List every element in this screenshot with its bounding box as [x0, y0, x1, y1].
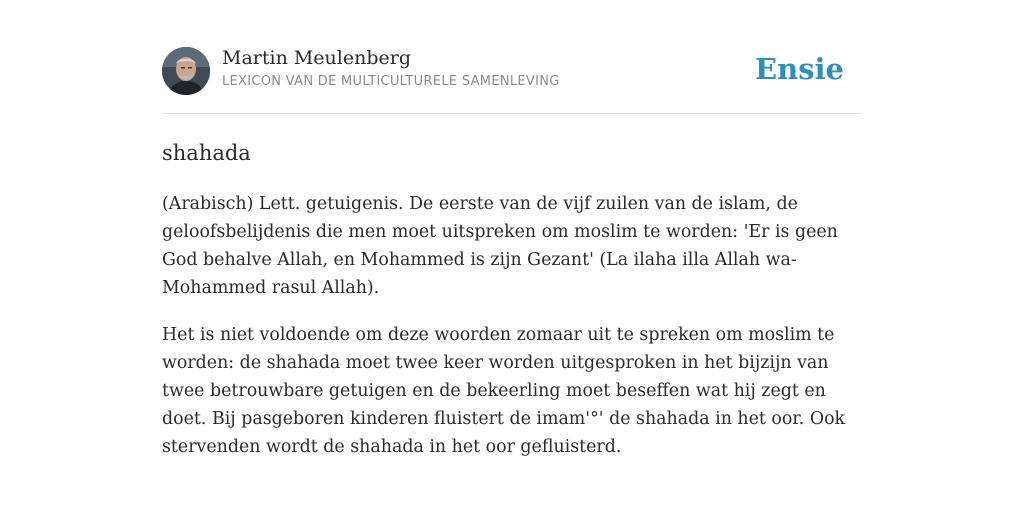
article-paragraph-2: Het is niet voldoende om deze woorden zomaar uit te spreken om moslim te worden: de shahada moet twee keer worden uitgesproken in het bijzijn van twee betrouwbare getuigen en de bekeerling moet beseffen wat hij zegt en doet. Bij pasgeboren kinderen fluistert de imam'°' de shahada in het oor. Ook stervenden wordt de shahada in het oor gefluisterd. — [162, 325, 846, 457]
avatar[interactable] — [162, 47, 210, 95]
publication-name[interactable]: LEXICON VAN DE MULTICULTURELE SAMENLEVING — [222, 74, 560, 89]
header — [162, 46, 862, 96]
article-body — [162, 190, 862, 480]
brand-logo[interactable]: Ensie — [755, 52, 844, 86]
header-divider — [162, 113, 862, 114]
article-paragraph-1: (Arabisch) Lett. getuigenis. De eerste van de vijf zuilen van de islam, de geloofsbelijdenis die men moet uitspreken om moslim te worden: 'Er is geen God behalve Allah, en Mohammed is zijn Gezant' (La ilaha illa Allah wa-Mohammed rasul Allah). — [162, 194, 838, 298]
article-title: shahada — [162, 141, 251, 165]
author-name[interactable]: Martin Meulenberg — [222, 47, 411, 69]
avatar-portrait-icon — [162, 47, 210, 95]
